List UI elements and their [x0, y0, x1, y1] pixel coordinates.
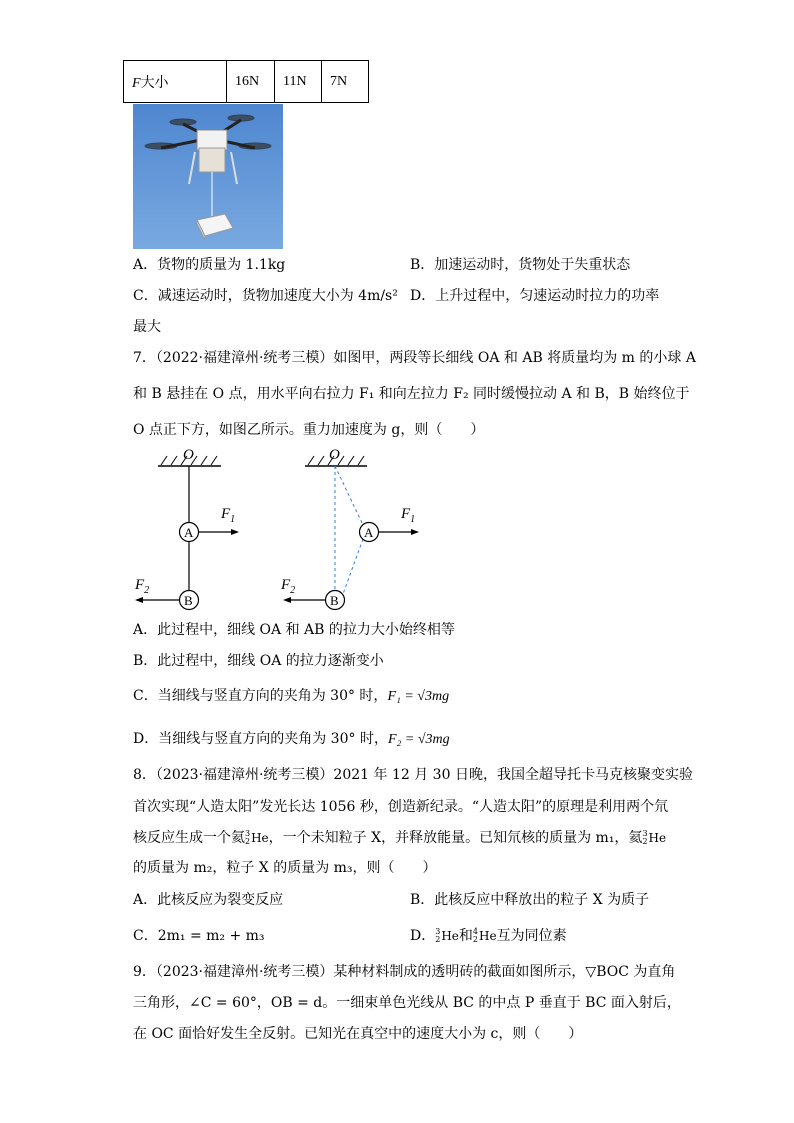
force-table-label: F大小	[124, 61, 227, 103]
q8-stem-line2: 首次实现“人造太阳”发光长达 1056 秒，创造新纪录。“人造太阳”的原理是利用两个氘	[133, 799, 669, 815]
label-b-right: B	[330, 593, 339, 608]
label-f1-left: $F_1$	[221, 506, 236, 525]
q7-figure	[125, 446, 445, 614]
label-o-left: O	[183, 447, 194, 463]
force-value-2: 11N	[275, 61, 322, 103]
q8-stem-line3: 核反应生成一个氦 3 2 He，一个未知粒子 X，并释放能量。已知氘核的质量为 m₁，氦 3 2 He	[133, 829, 667, 846]
q7-option-b: B．此过程中，细线 OA 的拉力逐渐变小	[133, 653, 384, 669]
q6-option-c: C．减速运动时，货物加速度大小为 4m/s²	[133, 288, 398, 304]
label-b-left: B	[184, 593, 193, 608]
q8-stem-line4: 的质量为 m₂，粒子 X 的质量为 m₃，则（ ）	[133, 860, 437, 876]
q6-option-b: B．加速运动时，货物处于失重状态	[410, 257, 631, 273]
force-value-3: 7N	[322, 61, 369, 103]
q7-stem-line2: 和 B 悬挂在 O 点，用水平向右拉力 F₁ 和向左拉力 F₂ 同时缓慢拉动 A 和 B，B 始终位于	[133, 386, 690, 402]
q6-option-a: A．货物的质量为 1.1kg	[133, 257, 286, 273]
q7-stem-line3: O 点正下方，如图乙所示。重力加速度为 g，则（ ）	[133, 422, 485, 438]
q9-stem-line2: 三角形，∠C = 60°，OB = d。一细束单色光线从 BC 的中点 P 垂直于 BC 面入射后，	[133, 995, 681, 1011]
force-value-1: 16N	[227, 61, 275, 103]
q8-stem-line1: 8．（2023·福建漳州·统考三模）2021 年 12 月 30 日晚，我国全超导托卡马克核聚变实验	[133, 767, 693, 783]
drone-photo	[133, 104, 283, 249]
q8-option-d: D． 3 2 He和 4 2 He互为同位素	[410, 927, 567, 944]
q8-option-c: C．2m₁ = m₂ + m₃	[133, 928, 265, 944]
label-a-left: A	[184, 525, 194, 540]
q6-option-d-cont: 最大	[133, 319, 161, 335]
label-o-right: O	[329, 447, 340, 463]
q8-option-a: A．此核反应为裂变反应	[133, 892, 284, 908]
q9-stem-line1: 9．（2023·福建漳州·统考三模）某种材料制成的透明砖的截面如图所示，▽BOC 为直角	[133, 964, 676, 980]
force-table	[123, 60, 369, 103]
q7-option-c: C．当细线与竖直方向的夹角为 30° 时，F₁ = √3mg	[133, 688, 450, 704]
q6-option-d: D．上升过程中，匀速运动时拉力的功率	[410, 288, 660, 304]
q7-d-equation: F₂ = √3mg	[387, 732, 450, 747]
q9-stem-line3: 在 OC 面恰好发生全反射。已知光在真空中的速度大小为 c，则（ ）	[133, 1026, 583, 1042]
label-a-right: A	[364, 525, 374, 540]
q7-stem-line1: 7．（2022·福建漳州·统考三模）如图甲，两段等长细线 OA 和 AB 将质量均为 m 的小球 A	[133, 350, 696, 366]
q7-option-d: D．当细线与竖直方向的夹角为 30° 时，F₂ = √3mg	[133, 731, 450, 747]
label-f2-right: $F_2$	[281, 577, 296, 596]
q8-option-b: B．此核反应中释放出的粒子 X 为质子	[410, 892, 650, 908]
label-f1-right: $F_1$	[401, 506, 416, 525]
q7-option-a: A．此过程中，细线 OA 和 AB 的拉力大小始终相等	[133, 622, 455, 638]
label-f2-left: $F_2$	[135, 577, 150, 596]
q7-c-equation: F₁ = √3mg	[387, 689, 450, 704]
